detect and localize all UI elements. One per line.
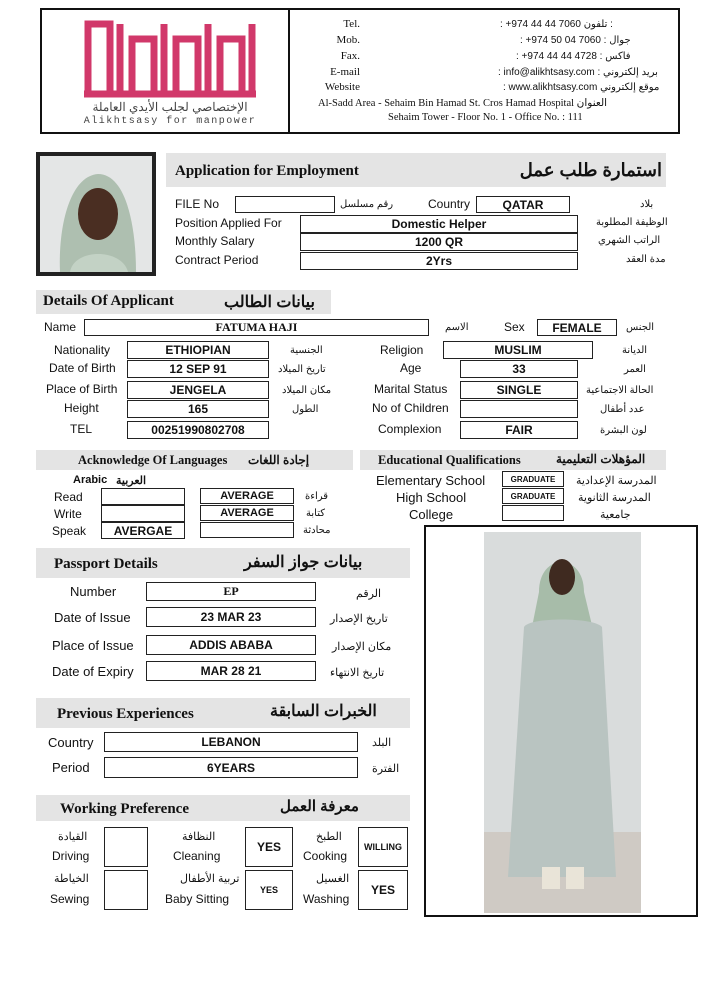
passport-issue-label: Date of Issue (54, 610, 131, 625)
contract-label-ar: مدة العقد (626, 254, 666, 265)
driving-label: Driving (52, 849, 90, 863)
baby-sitting-field[interactable]: YES (245, 870, 293, 910)
passport-issue-label-ar: تاريخ الإصدار (330, 613, 388, 625)
marital-label: Marital Status (374, 382, 448, 396)
cooking-field[interactable]: WILLING (358, 827, 408, 867)
name-label: Name (44, 320, 77, 334)
complexion-label: Complexion (378, 422, 442, 436)
salary-field[interactable]: 1200 QR (300, 233, 578, 251)
position-field[interactable]: Domestic Helper (300, 215, 578, 233)
age-label: Age (400, 361, 422, 375)
pob-field[interactable]: JENGELA (127, 381, 269, 399)
washing-label: Washing (303, 892, 350, 906)
baby-sitting-label-ar: تربية الأطفال (180, 873, 240, 885)
college-field[interactable] (502, 505, 564, 521)
nationality-label: Nationality (54, 343, 111, 357)
speak-label-ar: محادثة (303, 525, 331, 536)
baby-sitting-label: Baby Sitting (165, 892, 230, 906)
position-label: Position Applied For (175, 216, 282, 230)
mob-value: : +974 50 04 7060 : جوال (520, 35, 631, 46)
experience-title: Previous Experiences (57, 706, 194, 722)
dob-label-ar: تاريخ الميلاد (278, 364, 326, 375)
salary-label: Monthly Salary (175, 234, 255, 248)
height-label-ar: الطول (292, 404, 319, 415)
contract-label: Contract Period (175, 253, 259, 267)
english-speak-field[interactable] (200, 522, 294, 538)
experience-period-label-ar: الفترة (372, 763, 400, 775)
write-label-ar: كتابة (306, 508, 325, 519)
preference-title: Working Preference (60, 801, 189, 817)
dob-field[interactable]: 12 SEP 91 (127, 360, 269, 378)
cleaning-label-ar: النظافة (182, 831, 216, 843)
washing-field[interactable]: YES (358, 870, 408, 910)
college-label-ar: جامعية (600, 509, 631, 521)
passport-place-label-ar: مكان الإصدار (332, 641, 392, 653)
tel-value: : +974 44 44 7060 تلفون : (500, 19, 613, 30)
arabic-read-field[interactable] (101, 488, 185, 505)
website-value[interactable]: : www.alikhtsasy.com موقع إلكتروني (503, 82, 660, 93)
name-field[interactable]: FATUMA HAJI (84, 319, 429, 336)
contract-field[interactable]: 2Yrs (300, 252, 578, 270)
children-label: No of Children (372, 401, 449, 415)
passport-expiry-label-ar: تاريخ الانتهاء (330, 667, 385, 679)
education-title-ar: المؤهلات التعليمية (556, 452, 646, 466)
write-label: Write (54, 507, 82, 521)
logo-arabic-text: الإختصاصي لجلب الأيدي العاملة (92, 100, 248, 114)
passport-number-label-ar: الرقم (356, 588, 382, 600)
website-label: Website (324, 81, 360, 93)
sewing-label: Sewing (50, 892, 90, 906)
cleaning-label: Cleaning (173, 849, 221, 863)
country-label: Country (428, 197, 471, 211)
header-divider (288, 8, 290, 134)
washing-label-ar: الغسيل (316, 873, 350, 885)
email-label: E-mail (330, 66, 360, 78)
complexion-label-ar: لون البشرة (600, 425, 647, 436)
cooking-label: Cooking (303, 849, 348, 863)
high-school-field[interactable]: GRADUATE (502, 488, 564, 504)
passport-number-label: Number (70, 584, 117, 599)
logo-english-text: Alikhtsasy for manpower (83, 116, 257, 127)
nationality-field[interactable]: ETHIOPIAN (127, 341, 269, 359)
religion-label: Religion (380, 343, 424, 357)
fax-label: Fax. (340, 50, 360, 62)
file-no-field[interactable] (235, 196, 335, 213)
driving-label-ar: القيادة (58, 831, 88, 843)
applicant-title: Details Of Applicant (43, 293, 174, 309)
nationality-label-ar: الجنسية (290, 345, 323, 356)
mob-label: Mob. (336, 34, 360, 46)
arabic-label: Arabic (73, 474, 108, 486)
passport-number-field[interactable]: EP (146, 582, 316, 601)
passport-place-label: Place of Issue (52, 638, 134, 653)
fax-value: : +974 44 44 4728 : فاكس (516, 51, 631, 62)
languages-title-ar: إجادة اللغات (248, 453, 310, 467)
dob-label: Date of Birth (49, 361, 116, 375)
passport-expiry-label: Date of Expiry (52, 664, 134, 679)
address-line-2: Sehaim Tower - Floor No. 1 - Office No. : 111 (388, 112, 583, 123)
applicant-portrait-photo (36, 152, 156, 276)
passport-place-field[interactable]: ADDIS ABABA (146, 635, 316, 655)
high-school-label-ar: المدرسة الثانوية (578, 492, 651, 504)
country-field[interactable]: QATAR (476, 196, 570, 213)
name-label-ar: الاسم (445, 322, 469, 333)
height-field[interactable]: 165 (127, 400, 269, 418)
languages-title: Acknowledge Of Languages (78, 453, 228, 467)
religion-label-ar: الديانة (622, 345, 648, 356)
sewing-field[interactable] (104, 870, 148, 910)
sex-label-ar: الجنس (626, 322, 655, 333)
experience-country-field[interactable]: LEBANON (104, 732, 358, 752)
marital-label-ar: الحالة الاجتماعية (586, 385, 654, 396)
education-title: Educational Qualifications (378, 453, 521, 467)
cleaning-field[interactable]: YES (245, 827, 293, 867)
address-line-1: Al-Sadd Area - Sehaim Bin Hamad St. Cros Hamad Hospital العنوان (318, 98, 608, 109)
experience-period-label: Period (52, 760, 90, 775)
file-no-label-ar: رقم مسلسل (340, 199, 394, 210)
passport-title: Passport Details (54, 556, 158, 572)
applicant-title-ar: بيانات الطالب (224, 294, 315, 311)
driving-field[interactable] (104, 827, 148, 867)
position-label-ar: الوظيفة المطلوبة (596, 217, 668, 228)
file-no-label: FILE No (175, 197, 220, 211)
read-label: Read (54, 490, 83, 504)
salary-label-ar: الراتب الشهري (598, 235, 661, 246)
religion-field[interactable]: MUSLIM (443, 341, 593, 359)
age-label-ar: العمر (624, 364, 646, 375)
arabic-label-ar: العربية (116, 475, 147, 487)
pob-label-ar: مكان الميلاد (282, 385, 332, 396)
experience-period-field[interactable]: 6YEARS (104, 757, 358, 778)
college-label: College (409, 507, 454, 522)
tel-label: Tel. (343, 18, 360, 30)
passport-issue-field[interactable]: 23 MAR 23 (146, 607, 316, 627)
pob-label: Place of Birth (46, 382, 118, 396)
country-label-ar: بلاد (640, 199, 654, 210)
sex-label: Sex (504, 320, 525, 334)
marital-field[interactable]: SINGLE (460, 381, 578, 399)
arabic-write-field[interactable] (101, 505, 185, 522)
english-read-field[interactable]: AVERAGE (200, 488, 294, 504)
application-title-ar: استمارة طلب عمل (519, 160, 662, 180)
speak-label: Speak (52, 524, 87, 538)
read-label-ar: قراءة (305, 491, 329, 502)
elementary-field[interactable]: GRADUATE (502, 471, 564, 487)
sewing-label-ar: الخياطة (54, 873, 89, 885)
passport-expiry-field[interactable]: MAR 28 21 (146, 661, 316, 681)
children-field[interactable] (460, 400, 578, 418)
company-logo (80, 14, 260, 99)
arabic-speak-field[interactable]: AVERGAE (101, 522, 185, 539)
english-write-field[interactable]: AVERAGE (200, 505, 294, 521)
applicant-fullbody-photo (484, 532, 641, 913)
preference-title-ar: معرفة العمل (280, 798, 359, 815)
children-label-ar: عدد أطفال (600, 404, 645, 415)
experience-country-label: Country (48, 735, 94, 750)
age-field[interactable]: 33 (460, 360, 578, 378)
email-value[interactable]: : info@alikhtsasy.com : بريد إلكتروني (498, 67, 658, 78)
height-label: Height (64, 401, 99, 415)
high-school-label: High School (396, 490, 467, 505)
experience-title-ar: الخبرات السابقة (270, 703, 377, 720)
complexion-field[interactable]: FAIR (460, 421, 578, 439)
experience-country-label-ar: البلد (372, 737, 392, 749)
tel-label-applicant: TEL (70, 422, 93, 436)
tel-field[interactable]: 00251990802708 (127, 421, 269, 439)
cooking-label-ar: الطبخ (316, 831, 342, 843)
sex-field[interactable]: FEMALE (537, 319, 617, 336)
application-title: Application for Employment (175, 163, 359, 179)
passport-title-ar: بيانات جواز السفر (244, 554, 363, 571)
elementary-label: Elementary School (376, 473, 486, 488)
elementary-label-ar: المدرسة الإعدادية (576, 475, 657, 487)
